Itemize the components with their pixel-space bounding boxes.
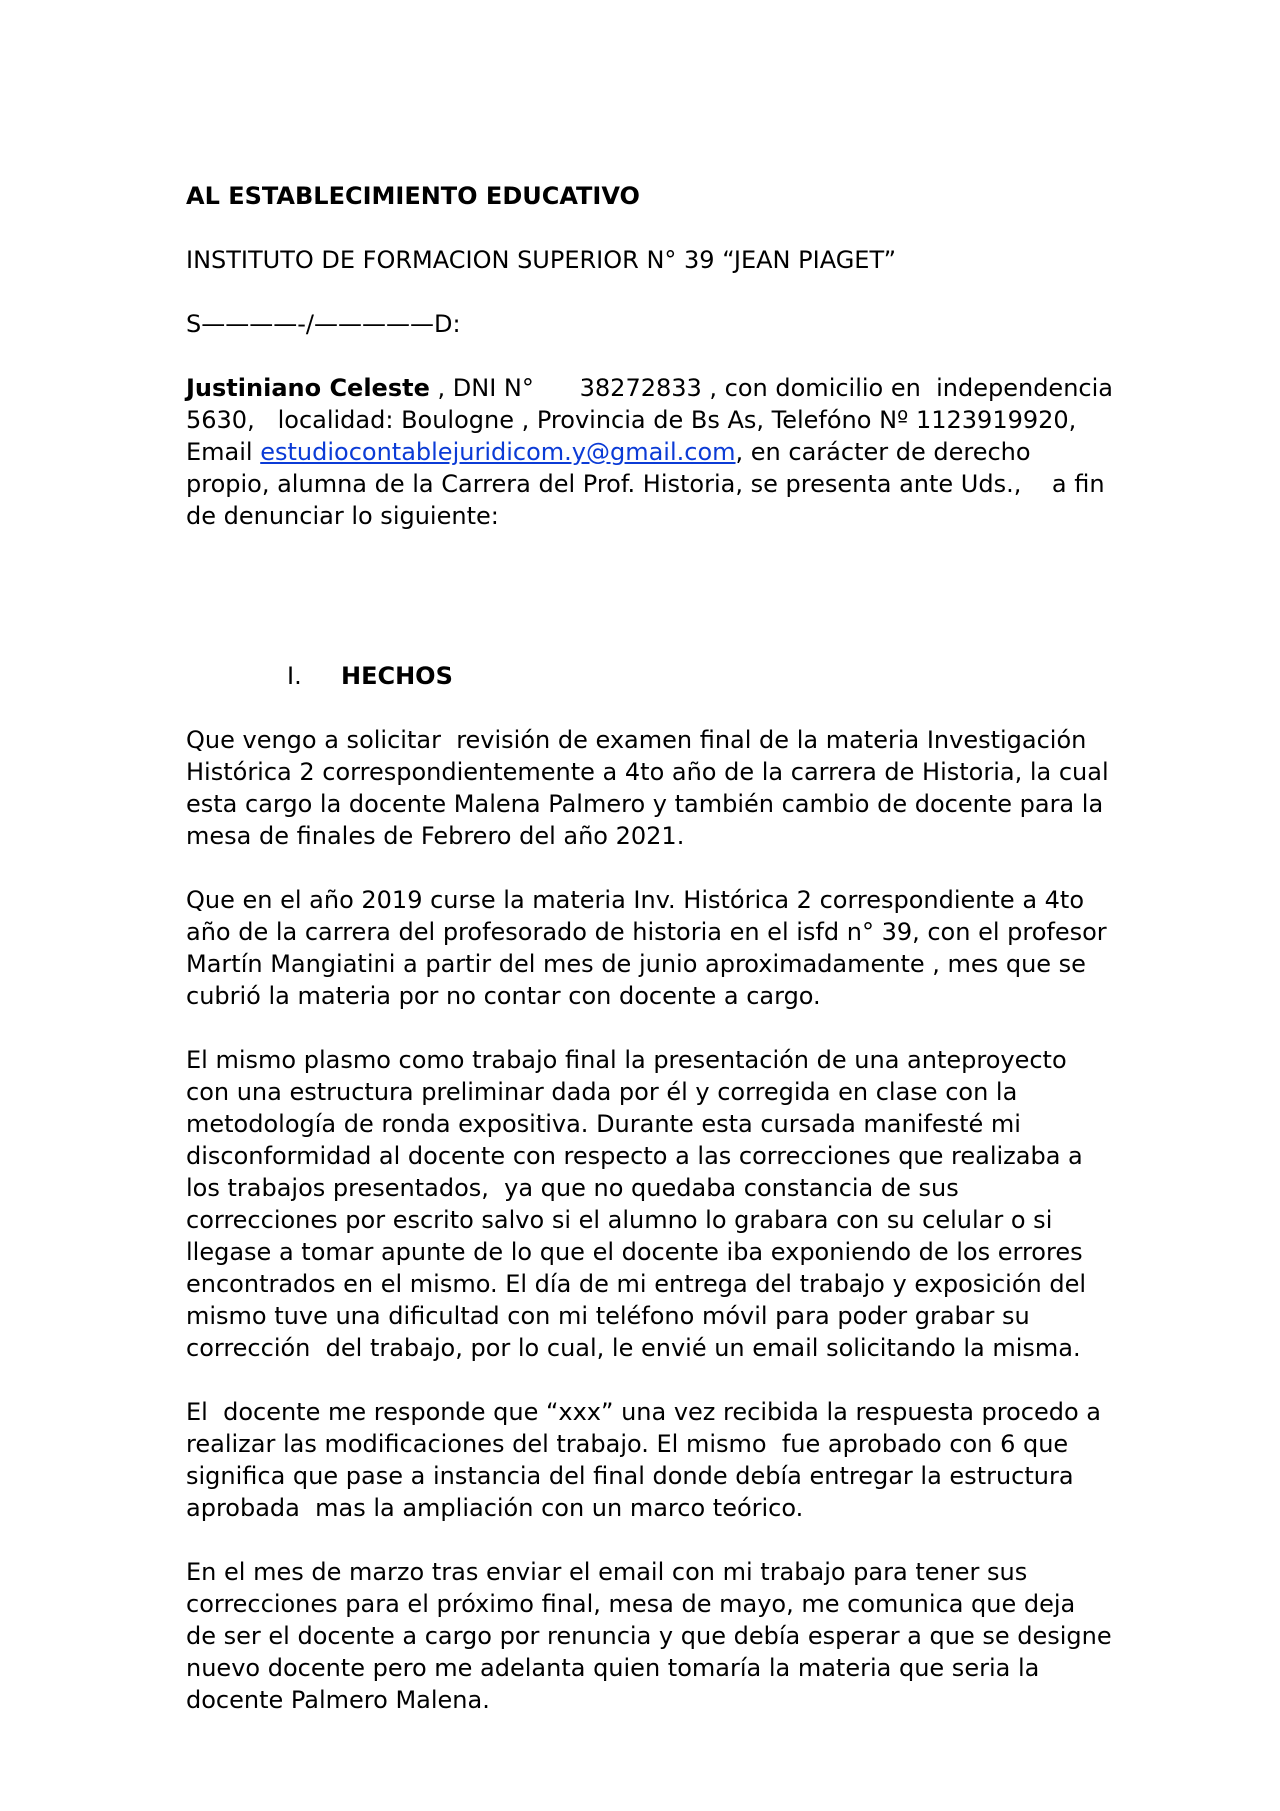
email-label: Email (186, 438, 261, 466)
section-title: HECHOS (341, 662, 453, 690)
paragraph-line: con una estructura preliminar dada por él y corregida en clase con la (186, 1078, 1018, 1106)
paragraph-line: mesa de finales de Febrero del año 2021. (186, 822, 685, 850)
paragraph-line: de ser el docente a cargo por renuncia y que debía esperar a que se designe (186, 1622, 1112, 1650)
document-body (186, 180, 1116, 1716)
intro-line-5: de denunciar lo siguiente: (186, 502, 499, 530)
paragraph-line: El mismo plasmo como trabajo final la presentación de una anteproyecto (186, 1046, 1067, 1074)
institution-line: INSTITUTO DE FORMACION SUPERIOR N° 39 “JEAN PIAGET” (186, 246, 897, 274)
paragraph-line: nuevo docente pero me adelanta quien tomaría la materia que seria la (186, 1654, 1040, 1682)
paragraph-line: metodología de ronda expositiva. Durante esta cursada manifesté mi (186, 1110, 1021, 1138)
body-paragraph-5 (186, 1556, 1116, 1716)
section-number: I. (287, 662, 302, 690)
paragraph-line: realizar las modificaciones del trabajo. El mismo fue aprobado con 6 que (186, 1430, 1069, 1458)
document-heading: AL ESTABLECIMIENTO EDUCATIVO (186, 182, 640, 210)
paragraph-line: Que vengo a solicitar revisión de examen final de la materia Investigación (186, 726, 1087, 754)
paragraph-line: año de la carrera del profesorado de historia en el isfd n° 39, con el profesor (186, 918, 1107, 946)
paragraph-line: mismo tuve una dificultad con mi teléfono móvil para poder grabar su (186, 1302, 1030, 1330)
paragraph-line: esta cargo la docente Malena Palmero y también cambio de docente para la (186, 790, 1104, 818)
body-paragraph-3 (186, 1044, 1116, 1364)
paragraph-line: disconformidad al docente con respecto a las correcciones que realizaba a (186, 1142, 1083, 1170)
body-paragraph-4 (186, 1396, 1116, 1524)
intro-line-3 (186, 436, 1116, 468)
intro-line-4: propio, alumna de la Carrera del Prof. Historia, se presenta ante Uds., a fin (186, 470, 1105, 498)
paragraph-line: Que en el año 2019 curse la materia Inv. Histórica 2 correspondiente a 4to (186, 886, 1085, 914)
intro-paragraph (186, 372, 1116, 532)
paragraph-line: El docente me responde que “xxx” una vez recibida la respuesta procedo a (186, 1398, 1102, 1426)
paragraph-line: los trabajos presentados, ya que no quedaba constancia de sus (186, 1174, 959, 1202)
author-name: Justiniano Celeste (186, 374, 430, 402)
salutation-line: S————-/—————D: (186, 310, 461, 338)
intro-line-2: 5630, localidad: Boulogne , Provincia de Bs As, Telefóno Nº 1123919920, (186, 406, 1077, 434)
paragraph-line: correcciones por escrito salvo si el alumno lo grabara con su celular o si (186, 1206, 1053, 1234)
paragraph-line: cubrió la materia por no contar con docente a cargo. (186, 982, 821, 1010)
paragraph-line: correcciones para el próximo final, mesa de mayo, me comunica que deja (186, 1590, 1076, 1618)
intro-line-1-rest: , DNI N° 38272833 , con domicilio en independencia (429, 374, 1113, 402)
paragraph-line: aprobada mas la ampliación con un marco teórico. (186, 1494, 804, 1522)
paragraph-line: significa que pase a instancia del final donde debía entregar la estructura (186, 1462, 1074, 1490)
paragraph-line: Martín Mangiatini a partir del mes de junio aproximadamente , mes que se (186, 950, 1086, 978)
body-paragraph-2 (186, 884, 1116, 1012)
body-paragraph-1 (186, 724, 1116, 852)
paragraph-line: Histórica 2 correspondientemente a 4to año de la carrera de Historia, la cual (186, 758, 1109, 786)
intro-line-3-rest: , en carácter de derecho (735, 438, 1031, 466)
email-link[interactable]: estudiocontablejuridicom.y@gmail.com (260, 438, 736, 466)
paragraph-line: encontrados en el mismo. El día de mi entrega del trabajo y exposición del (186, 1270, 1087, 1298)
paragraph-line: corrección del trabajo, por lo cual, le envié un email solicitando la misma. (186, 1334, 1081, 1362)
section-heading-hechos (186, 660, 1116, 692)
intro-line-1 (186, 372, 1116, 404)
paragraph-line: docente Palmero Malena. (186, 1686, 490, 1714)
paragraph-line: llegase a tomar apunte de lo que el docente iba exponiendo de los errores (186, 1238, 1083, 1266)
paragraph-line: En el mes de marzo tras enviar el email con mi trabajo para tener sus (186, 1558, 1028, 1586)
